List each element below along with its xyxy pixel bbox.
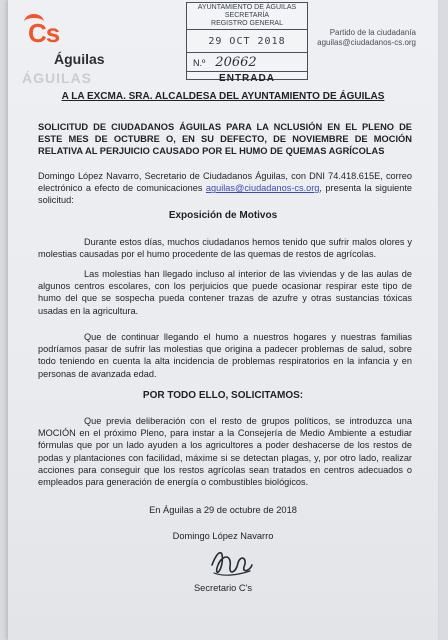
- motivos-paragraph-1: Durante estos días, muchos ciudadanos hemos tenido que sufrir malos olores y molestias causadas por el humo procedente de las quemas de restos de agrícolas.: [38, 237, 412, 260]
- heading-motivos: Exposición de Motivos: [168, 210, 278, 221]
- stamp-number: 20662: [215, 55, 257, 70]
- logo-cs-text: Cs: [28, 18, 60, 48]
- stamp-line-1: AYUNTAMIENTO DE ÁGUILAS: [197, 4, 297, 11]
- registry-stamp: [186, 2, 308, 84]
- bleed-through-logo: ÁGUILAS: [22, 70, 92, 86]
- intro-text-b: , presenta la siguiente solicitud:: [38, 183, 412, 206]
- stamp-line-3: REGISTRO GENERAL: [211, 20, 283, 27]
- request-title: SOLICITUD DE CIUDADANOS ÁGUILAS PARA LA NCLUSIÓN EN EL PLENO DE ESTE MES DE OCTUBRE O, EN SU DEFECTO, DE NOVIEMBRE DE MOCIÓN RELATIVA AL PERJUICIO CAUSADO POR EL HUMO DE QUEMAS AGRÍCOLAS: [38, 122, 412, 157]
- place-date: En Águilas a 29 de octubre de 2018: [149, 505, 297, 515]
- signer-role: Secretario C's: [193, 583, 253, 593]
- document-page: [8, 0, 438, 640]
- signer-name: Domingo López Navarro: [172, 531, 274, 541]
- stamp-number-label: N.º: [193, 57, 206, 68]
- party-email: aguilas@ciudadanos-cs.org: [317, 38, 416, 47]
- logo-arc-icon: [24, 14, 44, 30]
- party-tagline: Partido de la ciudadanía: [329, 28, 416, 37]
- intro-text-a: Domingo López Navarro, Secretario de Ciudadanos Águilas, con DNI 74.418.615E, correo electrónico a efecto de comunicaciones: [38, 171, 412, 194]
- logo-city-text: Águilas: [54, 51, 105, 67]
- motivos-paragraph-2: Las molestias han llegado incluso al interior de las viviendas y de las aulas de algunos centros escolares, con los perjuicios que puede ocasionar respirar este tipo de humo del que se sospecha pueda contener trazas de azufre y otras sustancias tóxicas usadas en la agricultura.: [38, 269, 412, 316]
- party-logo: [28, 18, 105, 67]
- stamp-type: ENTRADA: [187, 71, 307, 84]
- intro-email-link[interactable]: aguilas@ciudadanos-cs.org: [205, 183, 320, 194]
- stamp-header: [187, 3, 307, 30]
- stamp-line-2: SECRETARÍA: [224, 12, 270, 19]
- stamp-number-row: [187, 53, 307, 70]
- addressee: A LA EXCMA. SRA. ALCALDESA DEL AYUNTAMIENTO DE ÁGUILAS: [61, 91, 385, 102]
- intro-paragraph: [38, 170, 412, 207]
- party-info: [317, 28, 416, 48]
- request-paragraph: Que previa deliberación con el resto de grupos políticos, se introduzca una MOCIÓN en el próximo Pleno, para instar a la Consejería de Medio Ambiente a estudiar fórmulas que por un lado ayuden a los agricultores a poder deshacerse de los restos de podas y plantaciones con facilidad, máxime si se detectan plagas, y, por otro lado, realizar acciones para conseguir que los restos agrícolas sean tratados en centros adecuados o empleados para generación de energía o combustibles biológicos.: [38, 416, 412, 488]
- handwritten-signature: [208, 545, 254, 581]
- motivos-paragraph-3: Que de continuar llegando el humo a nuestros hogares y nuestras familias podríamos pasar de sufrir las molestias que origina a padecer problemas de salud, sobre todo teniendo en cuenta la alta incidencia de problemas respiratorios en la infancia y en personas de avanzada edad.: [38, 332, 412, 379]
- stamp-date: 29 OCT 2018: [187, 30, 307, 53]
- heading-solicitamos: POR TODO ELLO, SOLICITAMOS:: [142, 390, 304, 401]
